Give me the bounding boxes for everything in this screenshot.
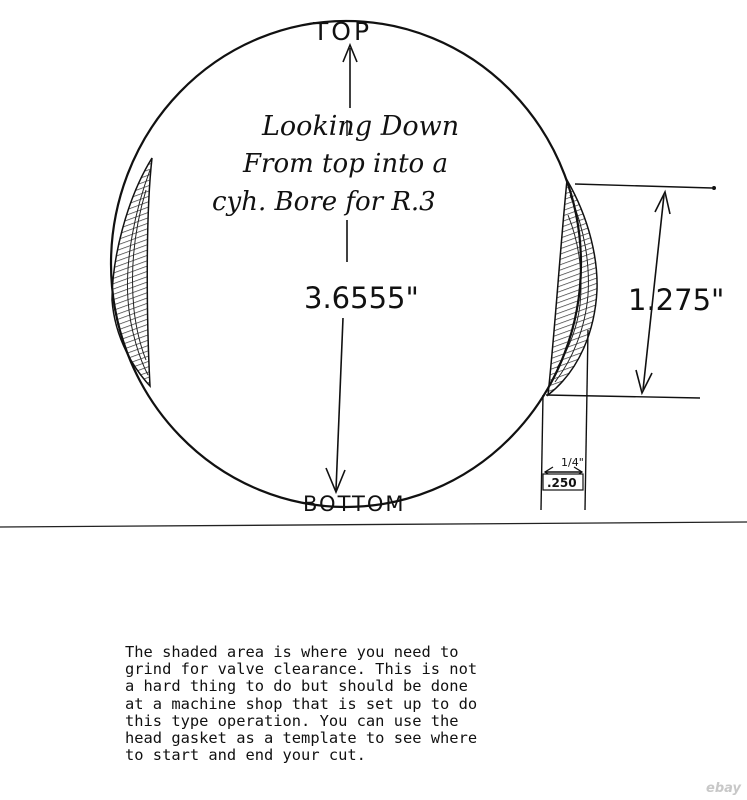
ebay-watermark: ebay	[706, 781, 741, 796]
diameter-arrow-lower	[336, 318, 343, 490]
note-line: at a machine shop that is set up to do	[125, 694, 478, 713]
description-line-2: From top into a	[243, 149, 448, 179]
height-extension-bottom	[546, 395, 700, 398]
cylinder-bore-circle	[111, 21, 581, 507]
note-line: a hard thing to do but should be done	[125, 677, 468, 696]
cut-height-label: 1.275"	[628, 283, 725, 317]
bottom-label: BOTTOM	[303, 492, 406, 516]
height-extension-top	[575, 184, 712, 188]
note-line: The shaded area is where you need to	[125, 643, 459, 661]
depth-extension-right	[585, 330, 588, 510]
right-shaded-area	[548, 180, 597, 395]
page-divider-line	[0, 522, 747, 527]
depth-extension-left	[541, 395, 543, 510]
cut-depth-fraction-label: 1/4"	[561, 456, 584, 469]
left-shaded-area	[112, 158, 152, 386]
top-label: TOP	[313, 17, 373, 46]
description-line-1: Looking Down	[262, 111, 460, 142]
bore-diameter-label: 3.6555"	[304, 281, 419, 315]
instruction-note	[125, 644, 625, 764]
cut-depth-decimal-label: .250	[547, 476, 577, 490]
note-line: head gasket as a template to see where	[125, 729, 478, 748]
note-line: grind for valve clearance. This is not	[125, 660, 478, 679]
note-line: to start and end your cut.	[125, 746, 366, 765]
description-line-3: cyh. Bore for R.3	[212, 187, 436, 217]
note-line: this type operation. You can use the	[125, 711, 459, 730]
